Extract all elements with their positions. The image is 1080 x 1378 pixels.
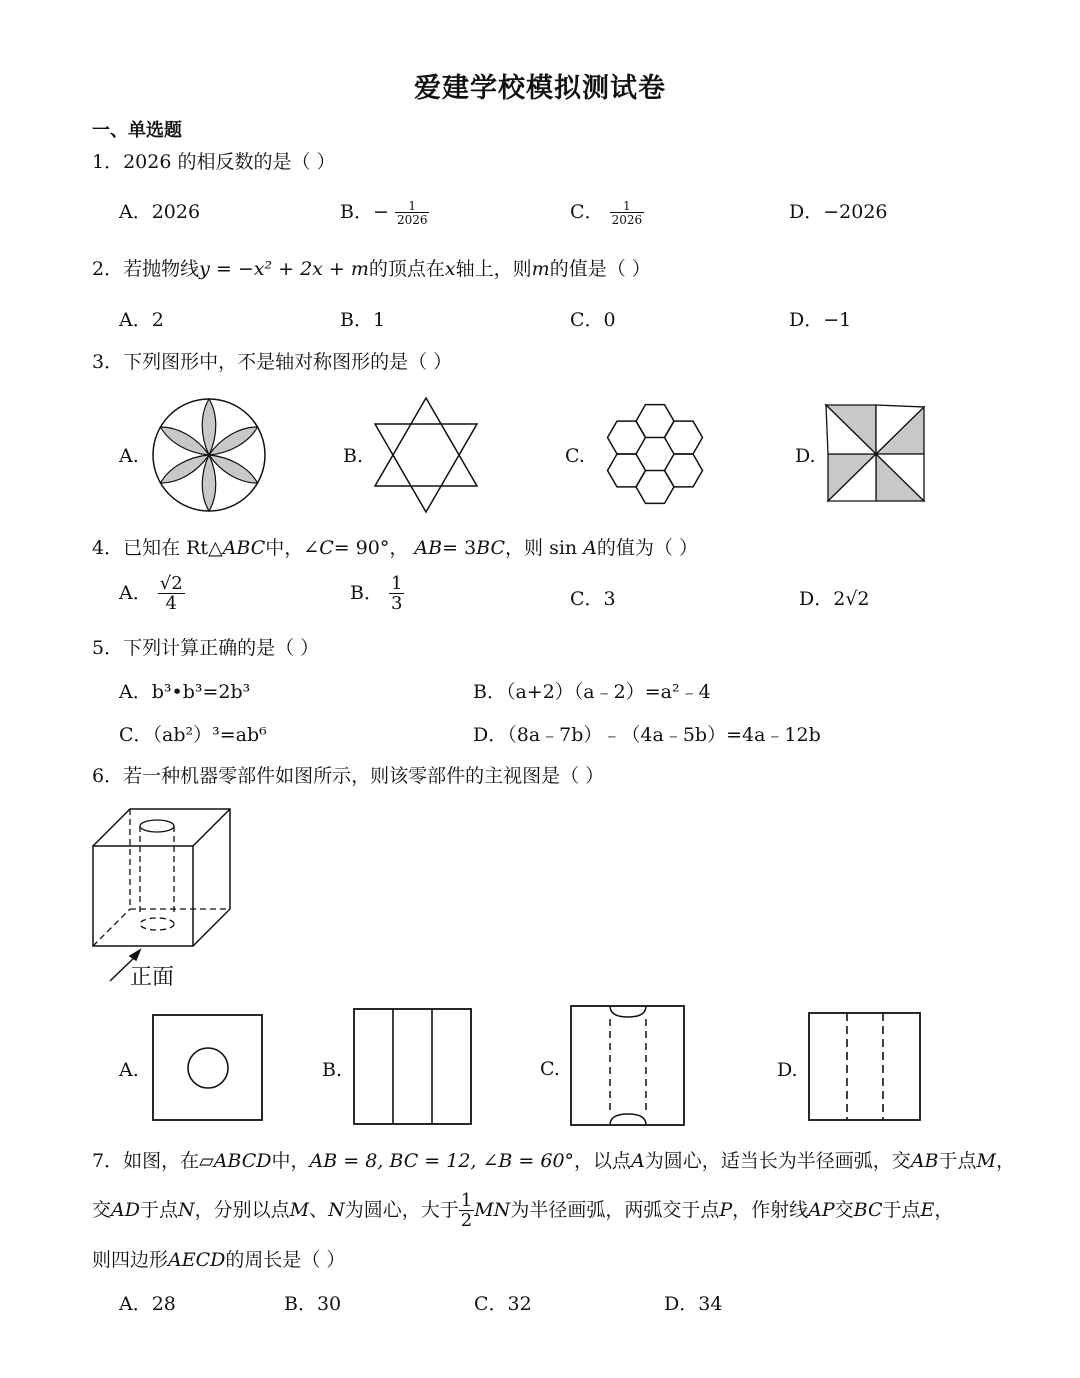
- q1-option-c[interactable]: [570, 200, 644, 226]
- var-e: E: [920, 1199, 935, 1221]
- q3-option-d[interactable]: D.: [795, 445, 816, 467]
- view-cylinder-dashed[interactable]: [570, 1005, 686, 1127]
- q4-stem-a: 4．已知在 Rt△: [92, 537, 223, 559]
- q1-option-b[interactable]: [340, 200, 429, 226]
- q6-option-b[interactable]: B.: [322, 1059, 343, 1081]
- var-n: N: [328, 1199, 345, 1221]
- q4-option-a[interactable]: [119, 575, 185, 613]
- hexagon: [636, 471, 674, 504]
- q5-option-d[interactable]: D．（8a﹣7b）﹣（4a﹣5b）=4a﹣12b: [473, 724, 821, 746]
- q2-option-b[interactable]: B．1: [340, 309, 386, 331]
- q7-line-3: [92, 1248, 345, 1272]
- q4-option-b[interactable]: [350, 575, 404, 613]
- var-n: N: [178, 1199, 195, 1221]
- var-c: C: [319, 537, 334, 559]
- section-heading: 一、单选题: [92, 120, 182, 141]
- q7-text: 交: [92, 1199, 112, 1221]
- q2-option-c[interactable]: C．0: [570, 309, 616, 331]
- denominator: 2: [460, 1210, 473, 1231]
- q7-text: ，: [934, 1199, 954, 1221]
- q2-option-a[interactable]: A．2: [119, 309, 164, 331]
- q7-text: ，作射线: [732, 1199, 809, 1221]
- q5-option-b[interactable]: B．（a+2）（a﹣2）=a²﹣4: [473, 681, 711, 703]
- q7-text: ，分别以点: [194, 1199, 290, 1221]
- hexagon: [636, 405, 674, 438]
- fraction: [158, 575, 185, 613]
- var-mn: MN: [474, 1199, 511, 1221]
- q6-option-c[interactable]: C.: [540, 1058, 560, 1080]
- minus-sign: −: [372, 201, 389, 223]
- q7-text: ，以点: [574, 1150, 632, 1172]
- option-label: A．: [119, 582, 152, 604]
- option-value: 2√2: [833, 588, 870, 610]
- q7-option-d[interactable]: D．34: [664, 1293, 723, 1315]
- var-ad: AD: [111, 1199, 140, 1221]
- q2-stem-b: 的顶点在: [368, 258, 445, 280]
- q4-stem: [92, 536, 698, 560]
- q7-text: ，: [995, 1150, 1015, 1172]
- q7-text: 7．如图，在▱: [92, 1150, 214, 1172]
- q7-option-c[interactable]: C．32: [474, 1293, 532, 1315]
- hexagon: [665, 454, 703, 487]
- q3-option-b[interactable]: B.: [343, 445, 364, 467]
- numerator: 1: [623, 199, 631, 213]
- fraction: [389, 575, 404, 613]
- view-three-strips[interactable]: [353, 1008, 473, 1126]
- q1-option-a[interactable]: A．2026: [119, 201, 201, 223]
- q7-line-1: [92, 1149, 1015, 1173]
- q7-text: 为圆心，适当长为半径画弧，交: [644, 1150, 911, 1172]
- denominator: 2026: [611, 213, 643, 227]
- q5-stem: 5．下列计算正确的是（ ）: [92, 637, 320, 659]
- q1-option-d[interactable]: D．−2026: [789, 201, 888, 223]
- pinwheel-figure[interactable]: [826, 405, 926, 503]
- numerator: √2: [159, 573, 183, 594]
- q7-text: 于点: [938, 1150, 977, 1172]
- q6-stem: 6．若一种机器零部件如图所示，则该零部件的主视图是（ ）: [92, 765, 605, 787]
- var-aecd: AECD: [168, 1249, 226, 1271]
- numerator: 1: [460, 1190, 473, 1211]
- q7-text: 中，: [271, 1150, 310, 1172]
- q6-option-d[interactable]: D.: [777, 1059, 798, 1081]
- q7-text: 为圆心，大于: [344, 1199, 459, 1221]
- q7-line-2: [92, 1188, 953, 1232]
- flower-circle-figure[interactable]: [150, 396, 268, 514]
- var-m: M: [976, 1150, 996, 1172]
- q2-stem-d: 的值是（ ）: [549, 258, 651, 280]
- hexagon: [608, 454, 646, 487]
- q1-stem: 1．2026 的相反数的是（ ）: [92, 151, 336, 173]
- q7-option-a[interactable]: A．28: [119, 1293, 176, 1315]
- q2-option-d[interactable]: D．−1: [789, 309, 852, 331]
- denominator: 2026: [396, 213, 428, 227]
- q5-option-c[interactable]: C．（ab²）³=ab⁶: [119, 724, 267, 746]
- q4-stem-e: ，则 sin: [505, 537, 578, 559]
- var-a: A: [583, 537, 597, 559]
- q3-option-a[interactable]: A.: [119, 445, 139, 467]
- q7-text: 于点: [139, 1199, 178, 1221]
- denominator: 3: [391, 593, 403, 614]
- numerator: 1: [391, 573, 403, 594]
- q7-option-b[interactable]: B．30: [284, 1293, 342, 1315]
- var-ab: AB: [414, 537, 443, 559]
- q4-stem-f: 的值为（ ）: [596, 537, 698, 559]
- page-title: 爱建学校模拟测试卷: [414, 73, 666, 104]
- numerator: 1: [408, 199, 417, 213]
- option-label: B．: [340, 201, 373, 223]
- var-bc: BC: [476, 537, 506, 559]
- var-abcd: ABCD: [213, 1150, 272, 1172]
- option-label: C．: [570, 201, 604, 223]
- var-a: A: [631, 1150, 645, 1172]
- fraction: [610, 200, 645, 226]
- q7-text: 交: [834, 1199, 854, 1221]
- hexagon-ring-figure[interactable]: [596, 403, 714, 505]
- hexagram-figure[interactable]: [372, 396, 480, 514]
- q2-expr: y = −x² + 2x + m: [199, 258, 369, 280]
- q2-stem: [92, 257, 651, 281]
- q5-option-a[interactable]: A．b³•b³=2b³: [119, 681, 251, 703]
- var-bc: BC: [853, 1199, 883, 1221]
- q4-stem-d: = 3: [442, 537, 477, 559]
- var-ab: AB: [910, 1150, 939, 1172]
- var-x: x: [444, 258, 456, 280]
- half-fraction: [459, 1192, 474, 1230]
- machine-part-3d-figure: [90, 806, 235, 986]
- hexagon: [665, 421, 703, 454]
- option-label: D．: [799, 588, 834, 610]
- q7-text: 的周长是（ ）: [225, 1249, 346, 1271]
- q4-option-d[interactable]: [799, 587, 870, 611]
- var-ap: AP: [808, 1199, 835, 1221]
- q7-text: 为半径画弧，两弧交于点: [510, 1199, 720, 1221]
- q6-option-a[interactable]: A.: [119, 1059, 139, 1081]
- var-m: m: [531, 258, 550, 280]
- var-abc: ABC: [222, 537, 266, 559]
- hexagon: [608, 421, 646, 454]
- q7-text: 、: [309, 1199, 329, 1221]
- q3-option-c[interactable]: C.: [565, 445, 585, 467]
- view-dashed-strips[interactable]: [808, 1012, 922, 1122]
- view-square-circle[interactable]: [152, 1014, 264, 1122]
- front-label: 正面: [130, 965, 175, 990]
- var-m: M: [289, 1199, 310, 1221]
- q3-stem: 3．下列图形中，不是轴对称图形的是（ ）: [92, 351, 453, 373]
- q4-stem-b: 中，∠: [265, 537, 320, 559]
- q7-text: 于点: [882, 1199, 921, 1221]
- q4-option-c[interactable]: C．3: [570, 588, 616, 610]
- q4-stem-c: = 90°，: [333, 537, 409, 559]
- q2-stem-a: 2．若抛物线: [92, 258, 200, 280]
- var-p: P: [719, 1199, 733, 1221]
- denominator: 4: [158, 593, 185, 613]
- q7-condition: AB = 8, BC = 12, ∠B = 60°: [309, 1150, 575, 1172]
- option-label: B．: [350, 582, 383, 604]
- fraction: [395, 200, 430, 226]
- q7-text: 则四边形: [92, 1249, 169, 1271]
- q2-stem-c: 轴上，则: [455, 258, 532, 280]
